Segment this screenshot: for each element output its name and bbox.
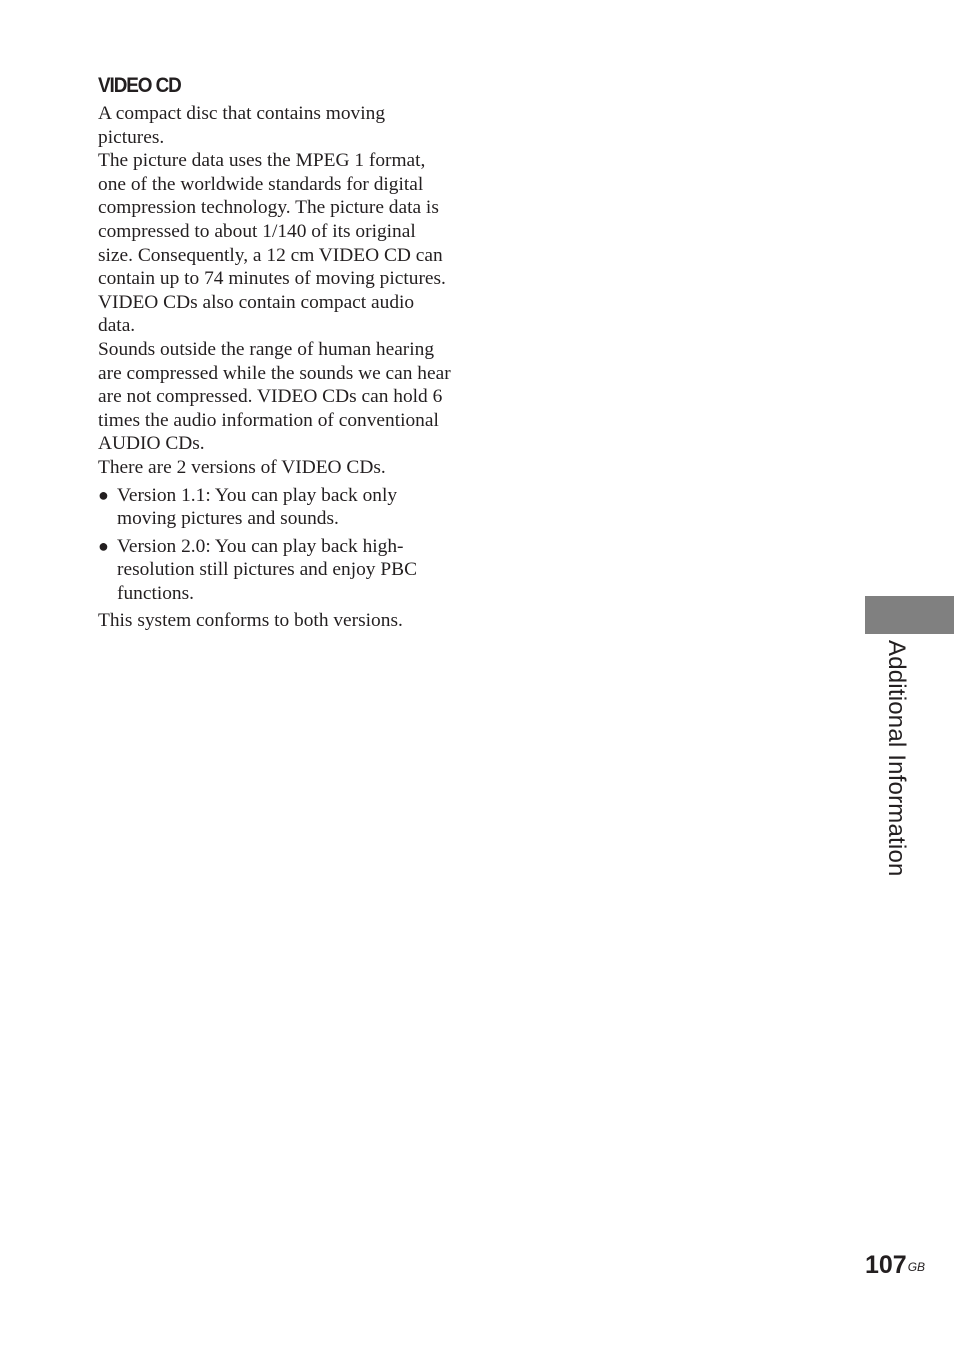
- paragraph-mpeg: The picture data uses the MPEG 1 format, one of the worldwide standards for digital compression technology. The picture data is compressed to about 1/140 of its original size. Consequently, a 12 cm VIDEO CD can contain up to 74 minutes of moving pictures.: [98, 150, 446, 290]
- bullet-icon: ●: [98, 535, 109, 556]
- list-item-text: Version 2.0: You can play back high-resolution still pictures and enjoy PBC functions.: [117, 535, 417, 604]
- page-number: [865, 1250, 925, 1280]
- list-item: [98, 484, 454, 531]
- section-heading: VIDEO CD: [98, 74, 181, 97]
- list-item-text: Version 1.1: You can play back only moving pictures and sounds.: [117, 484, 398, 530]
- paragraph-conformance: This system conforms to both versions.: [98, 610, 403, 632]
- bullet-icon: ●: [98, 484, 109, 505]
- paragraph-compression: Sounds outside the range of human hearing are compressed while the sounds we can hear are not compressed. VIDEO CDs can hold 6 times the audio information of conventional AUDIO CDs.: [98, 338, 451, 455]
- section-tab-marker: [865, 596, 954, 634]
- paragraph-intro: A compact disc that contains moving pictures.: [98, 103, 386, 148]
- list-item: [98, 535, 454, 606]
- version-list: [98, 484, 454, 606]
- page-number-suffix: GB: [907, 1260, 926, 1274]
- paragraph-versions: There are 2 versions of VIDEO CDs.: [98, 456, 386, 478]
- main-content: [98, 72, 454, 633]
- paragraph-audio: VIDEO CDs also contain compact audio data.: [98, 291, 415, 337]
- section-tab-label: Additional Information: [883, 640, 910, 877]
- page-number-value: 107: [865, 1251, 907, 1279]
